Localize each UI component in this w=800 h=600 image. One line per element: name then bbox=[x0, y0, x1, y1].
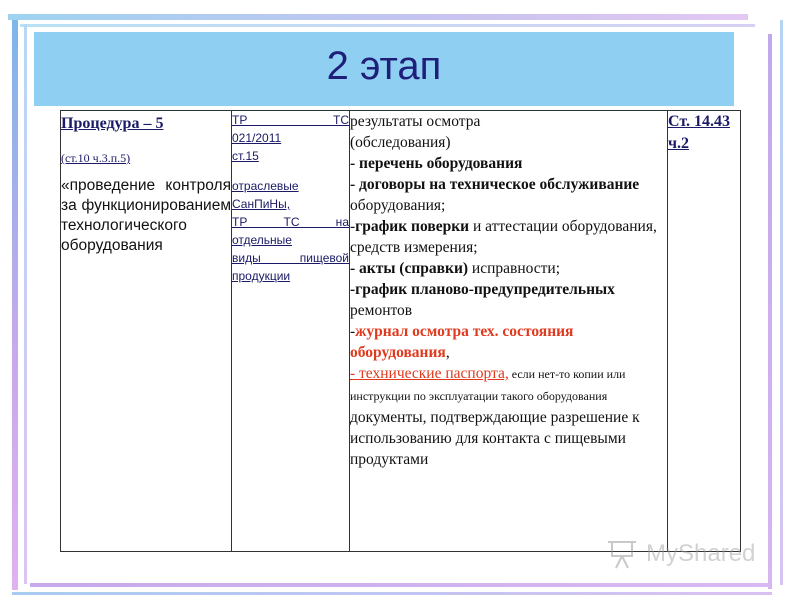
regulations-cell bbox=[232, 111, 350, 552]
results-item: -график планово-предупредительных bbox=[350, 281, 615, 298]
results-text: оборудования; bbox=[350, 197, 446, 214]
procedure-description: «проведение контроля за функционированием технологического оборудования bbox=[61, 177, 231, 254]
decor-stripe-bottom bbox=[30, 583, 770, 587]
results-item: - перечень оборудования bbox=[350, 155, 523, 172]
results-cell bbox=[350, 111, 668, 552]
projector-icon bbox=[606, 538, 638, 570]
results-text: и аттестации оборудования, средств измерения; bbox=[350, 218, 657, 256]
decor-stripe-bottom-thin bbox=[12, 592, 772, 595]
decor-stripe-right-thin bbox=[780, 20, 783, 585]
results-item-highlight: журнал осмотра тех. состояния оборудования bbox=[350, 323, 574, 361]
results-text: (обследования) bbox=[350, 134, 451, 151]
procedure-table bbox=[60, 110, 741, 552]
results-text: - bbox=[350, 218, 356, 235]
regulation-line: СанПиНы, bbox=[232, 197, 291, 211]
results-text: , bbox=[445, 344, 450, 361]
results-text: - bbox=[350, 323, 356, 340]
procedure-title: Процедура – 5 bbox=[61, 115, 164, 132]
regulation-line: 021/2011 bbox=[232, 131, 282, 145]
regulation-line: ТР ТС bbox=[232, 113, 349, 127]
article-reference: Ст. 14.43 ч.2 bbox=[668, 113, 730, 152]
results-item: график поверки bbox=[355, 218, 470, 235]
regulation-line: продукции bbox=[232, 269, 291, 283]
regulation-line: ТР ТС на bbox=[232, 215, 349, 229]
decor-stripe-top bbox=[8, 14, 748, 20]
results-text: исправности; bbox=[468, 260, 561, 277]
regulation-line: отдельные bbox=[232, 233, 292, 247]
decor-stripe-right bbox=[768, 34, 772, 589]
watermark-text: MyShared bbox=[646, 540, 756, 567]
regulation-line: виды пищевой bbox=[232, 251, 349, 265]
results-text: если нет-то копии или инструкции по эксплуатации такого оборудования bbox=[350, 367, 626, 403]
article-cell bbox=[668, 111, 741, 552]
title-band bbox=[34, 32, 734, 106]
results-item-highlight: - технические паспорта, bbox=[350, 365, 509, 382]
decor-stripe-left bbox=[12, 20, 18, 590]
results-text: результаты осмотра bbox=[350, 113, 481, 130]
regulation-line: отраслевые bbox=[232, 179, 299, 193]
results-text: документы, подтверждающие разрешение к использованию для контакта с пищевыми продуктами bbox=[350, 409, 640, 468]
decor-stripe-left-thin bbox=[24, 24, 27, 584]
decor-stripe-top-thin bbox=[20, 24, 755, 27]
watermark bbox=[606, 536, 766, 576]
results-item: - договоры на техническое обслуживание bbox=[350, 176, 640, 193]
results-item: - акты (справки) bbox=[350, 260, 469, 277]
procedure-reference: (ст.10 ч.3.п.5) bbox=[61, 151, 131, 165]
regulation-line: ст.15 bbox=[232, 149, 259, 163]
procedure-cell bbox=[61, 111, 232, 552]
table-row bbox=[61, 111, 741, 552]
results-text: ремонтов bbox=[350, 302, 413, 319]
page-title: 2 этап bbox=[326, 44, 442, 88]
